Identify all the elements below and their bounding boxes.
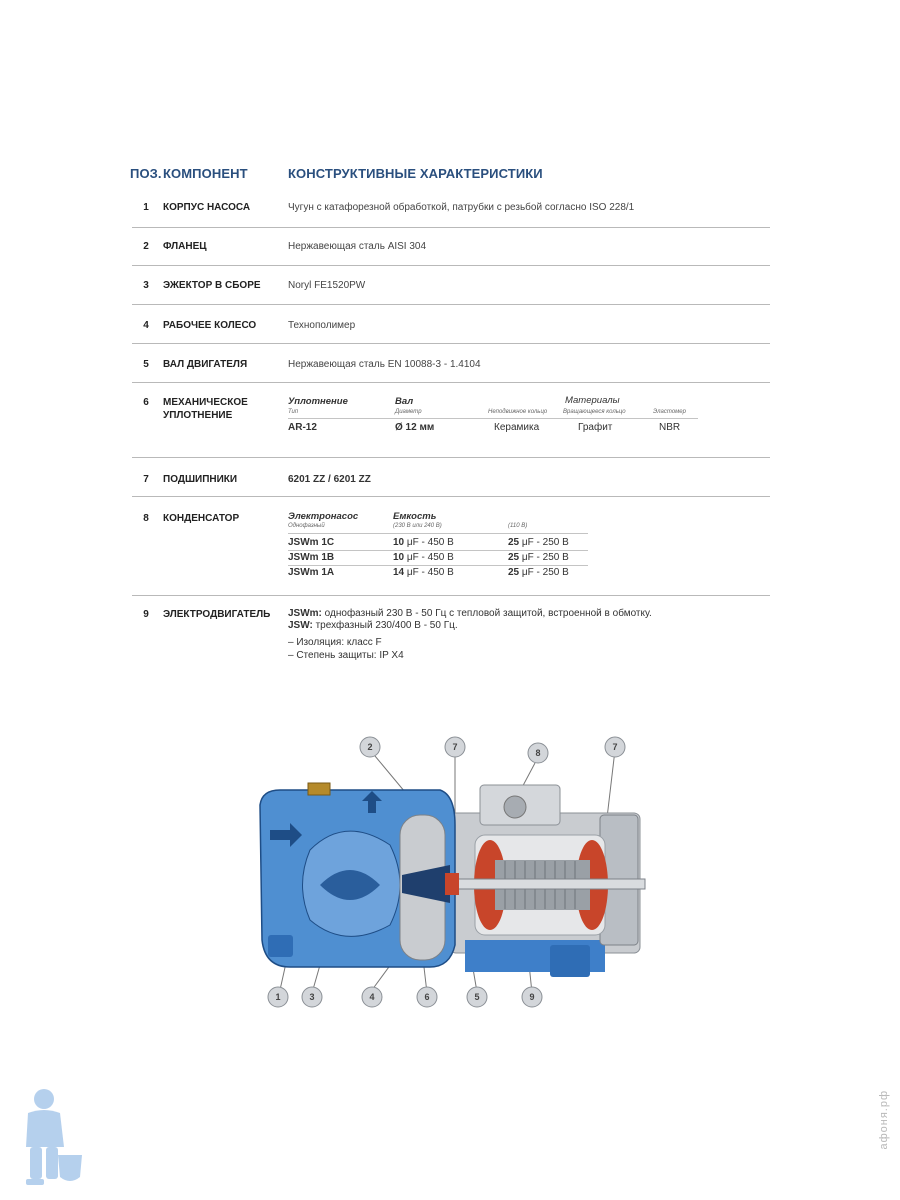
- row-separator: [132, 265, 770, 266]
- cap-unit-230: μF - 450 В: [404, 537, 454, 548]
- cap-value-230: 14: [393, 567, 405, 578]
- seal-sub-diameter: Диаметр: [395, 409, 422, 415]
- callout-5: 5: [474, 992, 480, 1002]
- row-6-name-line1: МЕХАНИЧЕСКОЕ: [163, 397, 248, 408]
- seal-sub-rotating: Вращающееся кольцо: [563, 409, 626, 415]
- row-1-desc: Чугун с катафорезной обработкой, патрубки с резьбой согласно ISO 228/1: [288, 202, 635, 213]
- cap-sub-110: (110 В): [508, 523, 528, 529]
- plumber-logo: [8, 1085, 88, 1190]
- row-separator: [132, 343, 770, 344]
- seal-header-shaft: Вал: [395, 396, 414, 407]
- cap-table-line: [288, 550, 588, 551]
- seal-header-seal: Уплотнение: [288, 396, 348, 407]
- row-8-num: 8: [143, 513, 149, 524]
- row-5-name: ВАЛ ДВИГАТЕЛЯ: [163, 359, 248, 370]
- row-3-desc: Noryl FE1520PW: [288, 280, 366, 291]
- row-4-num: 4: [143, 320, 149, 331]
- row-2-name: ФЛАНЕЦ: [163, 241, 207, 252]
- row-3-name: ЭЖЕКТОР В СБОРЕ: [163, 280, 261, 291]
- cap-value-230: 10: [393, 552, 405, 563]
- seal-sub-type: Тип: [288, 409, 299, 415]
- seal-table-line: [288, 418, 698, 419]
- seal-header-materials: Материалы: [565, 395, 620, 406]
- callout-7: 7: [452, 742, 458, 752]
- row-1-num: 1: [143, 202, 149, 213]
- row-2-desc: Нержавеющая сталь AISI 304: [288, 241, 427, 252]
- cap-header-capacity: Емкость: [393, 511, 437, 522]
- cap-model: JSWm 1C: [288, 537, 335, 548]
- motor-protection: – Степень защиты: IP X4: [288, 650, 404, 661]
- motor-jsw-text: трехфазный 230/400 В - 50 Гц.: [312, 620, 458, 631]
- row-9-num: 9: [143, 609, 149, 620]
- row-separator: [132, 227, 770, 228]
- cap-table-line: [288, 533, 588, 534]
- row-7-name: ПОДШИПНИКИ: [163, 474, 238, 485]
- row-5-num: 5: [143, 359, 149, 370]
- row-4-desc: Технополимер: [288, 320, 356, 331]
- row-separator: [132, 457, 770, 458]
- seal-stationary-value: Керамика: [494, 422, 540, 433]
- motor-jswm-label: JSWm:: [288, 608, 322, 619]
- motor-jswm-text: однофазный 230 В - 50 Гц с тепловой защитой, встроенной в обмотку.: [321, 608, 652, 619]
- cap-sub-230: (230 В или 240 В): [393, 523, 442, 529]
- row-6-name-line2: УПЛОТНЕНИЕ: [163, 410, 233, 421]
- motor-insulation: – Изоляция: класс F: [288, 637, 382, 648]
- header-pos: ПОЗ.: [130, 166, 162, 181]
- seal-elastomer-value: NBR: [659, 422, 681, 433]
- watermark: афоня.рф: [878, 1090, 890, 1150]
- seal-diameter-value: Ø 12 мм: [395, 422, 435, 433]
- cap-unit-110: μF - 250 В: [519, 537, 569, 548]
- row-7-num: 7: [143, 474, 149, 485]
- row-3-num: 3: [143, 280, 149, 291]
- callout-9: 9: [529, 992, 535, 1002]
- cap-model: JSWm 1A: [288, 567, 335, 578]
- pump-cutaway-diagram: [250, 735, 670, 1020]
- cap-header-pump: Электронасос: [288, 511, 359, 522]
- cap-model: JSWm 1B: [288, 552, 335, 563]
- cap-value-110: 25: [508, 567, 520, 578]
- cap-unit-230: μF - 450 В: [404, 552, 454, 563]
- row-1-name: КОРПУС НАСОСА: [163, 202, 251, 213]
- callout-1: 1: [275, 992, 281, 1002]
- header-characteristics: КОНСТРУКТИВНЫЕ ХАРАКТЕРИСТИКИ: [288, 166, 543, 181]
- row-2-num: 2: [143, 241, 149, 252]
- row-9-name: ЭЛЕКТРОДВИГАТЕЛЬ: [163, 609, 271, 620]
- callout-7: 7: [612, 742, 618, 752]
- cap-value-110: 25: [508, 552, 520, 563]
- callout-2: 2: [367, 742, 373, 752]
- callout-4: 4: [369, 992, 375, 1002]
- row-separator: [132, 304, 770, 305]
- cap-sub-single: Однофазный: [288, 523, 325, 529]
- row-6-num: 6: [143, 397, 149, 408]
- row-5-desc: Нержавеющая сталь EN 10088-3 - 1.4104: [288, 359, 481, 370]
- row-7-value: 6201 ZZ / 6201 ZZ: [288, 474, 371, 485]
- callout-6: 6: [424, 992, 430, 1002]
- callout-8: 8: [535, 748, 541, 758]
- motor-jsw-label: JSW:: [288, 620, 313, 631]
- row-8-name: КОНДЕНСАТОР: [163, 513, 240, 524]
- cap-table-line: [288, 565, 588, 566]
- seal-rotating-value: Графит: [578, 422, 613, 433]
- cap-unit-230: μF - 450 В: [404, 567, 454, 578]
- row-4-name: РАБОЧЕЕ КОЛЕСО: [163, 320, 257, 331]
- cap-value-110: 25: [508, 537, 520, 548]
- header-component: КОМПОНЕНТ: [163, 166, 248, 181]
- cap-unit-110: μF - 250 В: [519, 552, 569, 563]
- seal-sub-elastomer: Эластомер: [653, 409, 686, 415]
- row-separator: [132, 382, 770, 383]
- row-separator: [132, 595, 770, 596]
- cap-value-230: 10: [393, 537, 405, 548]
- callout-3: 3: [309, 992, 315, 1002]
- cap-unit-110: μF - 250 В: [519, 567, 569, 578]
- seal-type-value: AR-12: [288, 422, 317, 433]
- row-separator: [132, 496, 770, 497]
- seal-sub-stationary: Неподвижное кольцо: [488, 409, 548, 415]
